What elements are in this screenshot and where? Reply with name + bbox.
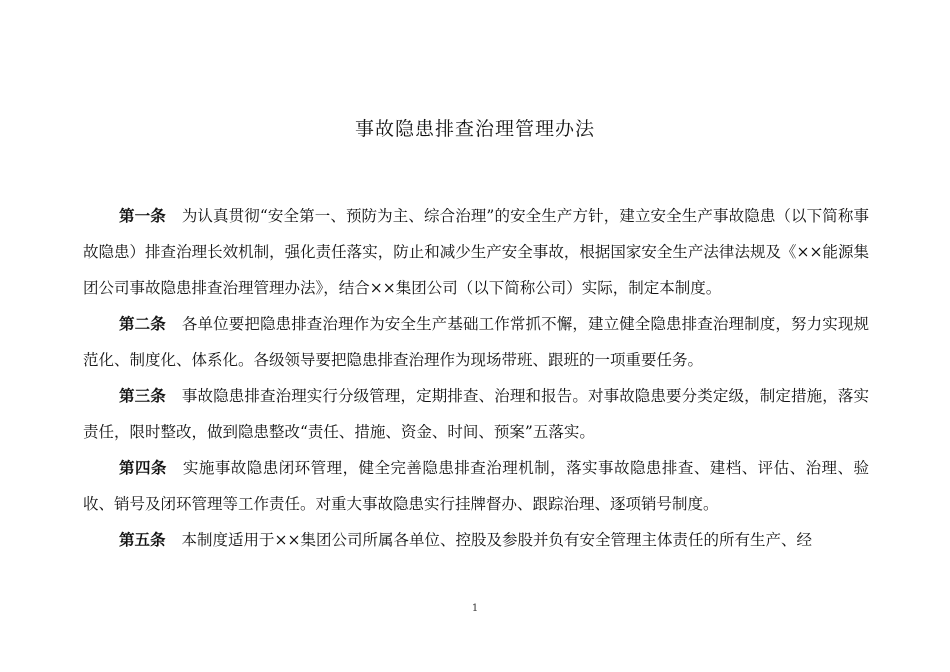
document-title: 事故隐患排查治理管理办法: [354, 118, 595, 140]
document-body: [83, 198, 869, 558]
article-5: [83, 522, 869, 558]
article-1: [83, 198, 869, 306]
page-number: 1: [471, 603, 479, 614]
article-label: 第五条: [119, 530, 166, 549]
article-label: 第二条: [119, 314, 166, 333]
article-label: 第三条: [119, 386, 166, 405]
article-text: 事故隐患排查治理实行分级管理，定期排查、治理和报告。对事故隐患要分类定级，制定措施，落实责任，限时整改，做到隐患整改“责任、措施、资金、时间、预案”五落实。: [83, 387, 869, 441]
article-4: [83, 450, 869, 522]
article-text: 各单位要把隐患排查治理作为安全生产基础工作常抓不懈，建立健全隐患排查治理制度，努力实现规范化、制度化、体系化。各级领导要把隐患排查治理作为现场带班、跟班的一项重要任务。: [83, 315, 869, 369]
article-text: 本制度适用于××集团公司所属各单位、控股及参股并负有安全管理主体责任的所有生产、经: [181, 531, 812, 549]
article-label: 第一条: [119, 206, 166, 225]
article-text: 实施事故隐患闭环管理，健全完善隐患排查治理机制，落实事故隐患排查、建档、评估、治理、验收、销号及闭环管理等工作责任。对重大事故隐患实行挂牌督办、跟踪治理、逐项销号制度。: [83, 459, 869, 513]
article-3: [83, 378, 869, 450]
article-2: [83, 306, 869, 378]
article-text: 为认真贯彻“安全第一、预防为主、综合治理”的安全生产方针，建立安全生产事故隐患（以下简称事故隐患）排查治理长效机制，强化责任落实，防止和减少生产安全事故，根据国家安全生产法律法规及《××能源集团公司事故隐患排查治理管理办法》，结合××集团公司（以下简称公司）实际，制定本制度。: [83, 207, 869, 297]
article-label: 第四条: [119, 458, 167, 477]
